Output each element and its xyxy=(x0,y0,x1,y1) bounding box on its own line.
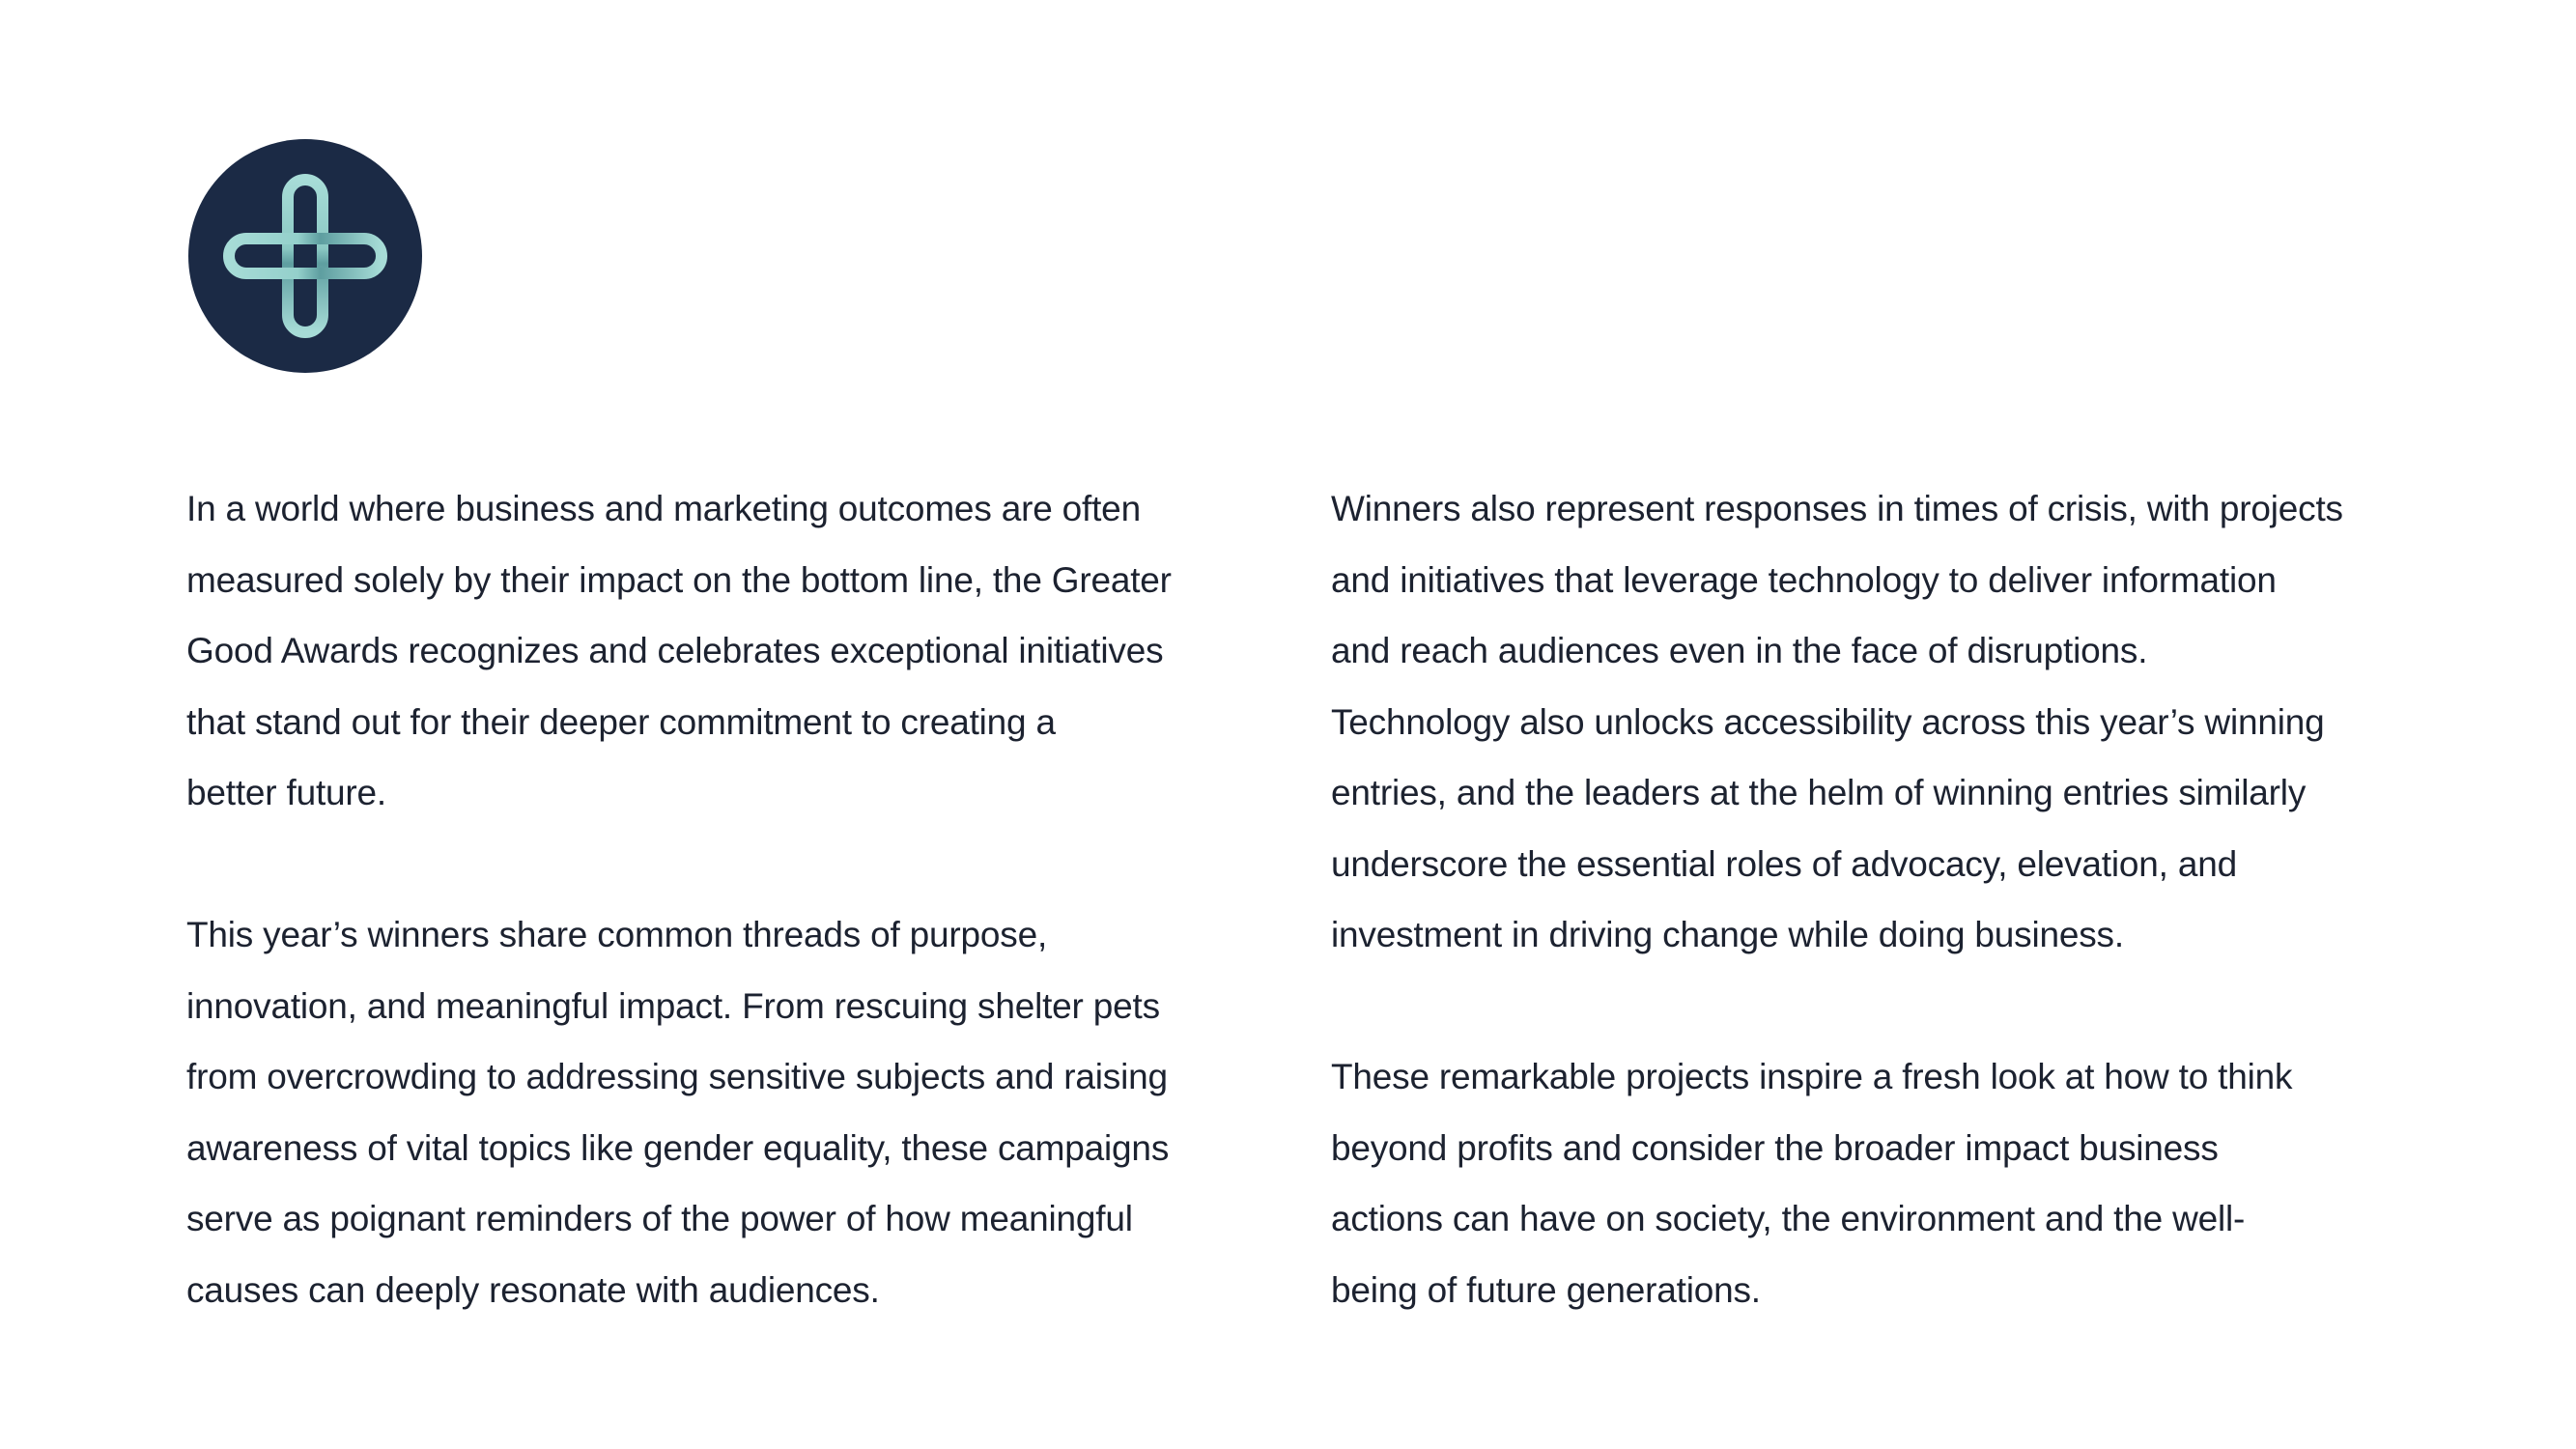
right-column xyxy=(1331,473,2413,1325)
winners-threads-paragraph: This year’s winners share common threads of purpose, innovation, and meaningful impact. From rescuing shelter pets from overcrowding to addressing sensitive subjects and raising awareness of vital topics like gender equality, these campaigns serve as poignant reminders of the power of how meaningful causes can deeply resonate with audiences. xyxy=(186,915,1170,1310)
plus-link-icon xyxy=(188,139,422,373)
intro-paragraph: In a world where business and marketing outcomes are often measured solely by their impact on the bottom line, the Greater Good Awards recognizes and celebrates exceptional initiatives that stand out for their deeper commitment to creating a better future. xyxy=(186,489,1172,812)
crisis-response-paragraph: Winners also represent responses in times of crisis, with projects and initiatives that leverage technology to deliver information and reach audiences even in the face of disruptions. Technology also unlocks accessibility across this year’s winning entries, and the leaders at the helm of winning entries similarly underscore the essential roles of advocacy, elevation, and investment in driving change while doing business. xyxy=(1331,489,2343,954)
left-column xyxy=(186,473,1259,1325)
logo xyxy=(188,139,422,373)
closing-paragraph: These remarkable projects inspire a fresh look at how to think beyond profits and consider the broader impact business actions can have on society, the environment and the well- being of future generations. xyxy=(1331,1057,2293,1310)
